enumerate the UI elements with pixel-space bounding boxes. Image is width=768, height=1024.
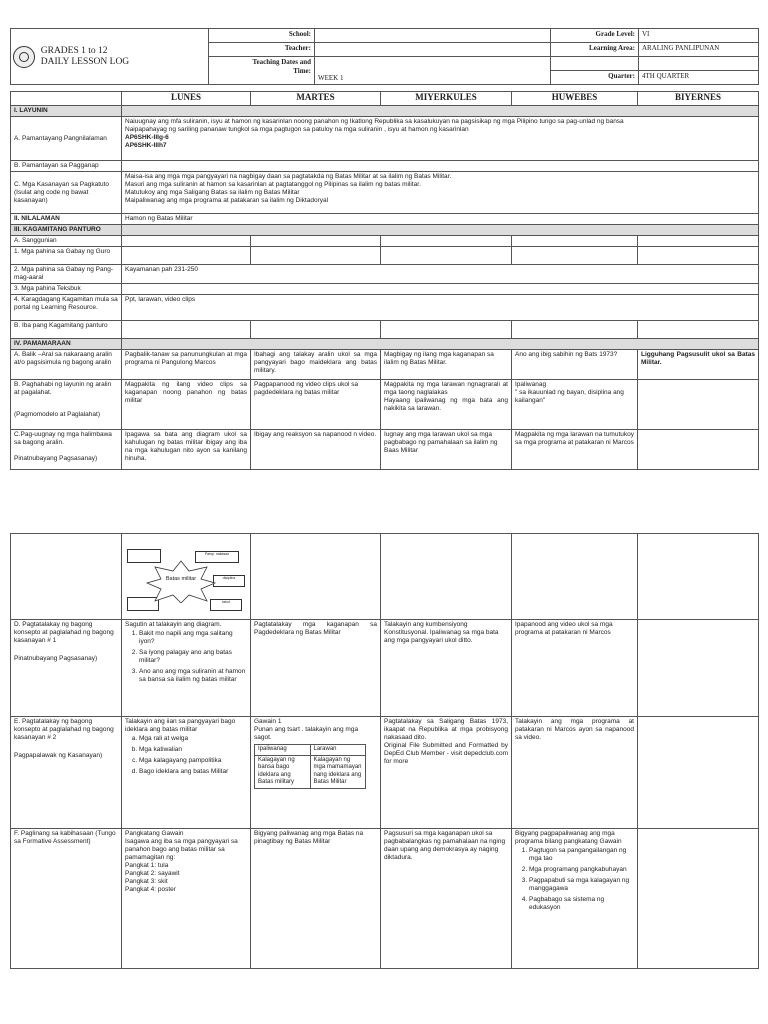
balik-aral-martes: Ibahagi ang talakay aralin ukol sa mga pangyayari bago maideklara ang batas military. (251, 350, 381, 380)
section-pamamaraan: IV. PAMAMARAAN (11, 339, 122, 350)
pag-uugnay-miyerkules: Iugnay ang mga larawan ukol sa mga pagbabago ng pamahalaan sa ilalim ng Baas Militar (381, 430, 512, 470)
row-label-paglinang: F. Paglinang sa kabihasaan (Tungo sa Formative Assessment) (11, 829, 122, 969)
batas-militar-diagram (125, 535, 247, 613)
diagram-cell (122, 534, 251, 620)
pagtatalakay-1-lunes: Sagutin at talakayin ang diagram. 1. Bakit mo napili ang mga salitang iyon? 2. Sa iyong palagay ano ang batas militar? 3. Ano ano ang mga suliranin at hamon sa bansa sa ilalim ng batas militar (122, 620, 251, 717)
event-item-3: c. Mga kalagayang pampolitika (139, 757, 247, 765)
paghahabi-biyernes (638, 380, 759, 430)
pag-uugnay-huwebes: Magpakita ng mga larawan na tumutukoy sa mga programa at patakaran ni Marcos (512, 430, 638, 470)
row-label-pag-uugnay: C.Pag-uugnay ng mga halimbawa sa bagong aralin. Pinatnubayang Pagsasanay) (11, 430, 122, 470)
row-label-pagtatalakay-1: D. Pagtatalakay ng bagong konsepto at paglalahad ng bagong kasanayan # 1 Pinatnubayang Pagsasanay) (11, 620, 122, 717)
karagdagang-kagamitan-content: Ppt, larawan, video clips (122, 295, 759, 321)
paghahabi-lunes: Magpakita ng ilang video clips sa kaganapan noong panahon ng batas militar (122, 380, 251, 430)
lesson-table-page-2 (10, 533, 759, 969)
paghahabi-martes: Pagpapanood ng video clips ukol sa pagdedeklara ng batas militar (251, 380, 381, 430)
grade-value: VI (639, 29, 759, 43)
group-1: Pangkat 1: tula (125, 862, 169, 869)
grade-label: Grade Level: (551, 29, 639, 43)
paglinang-martes: Bigyang paliwanag ang mga Batas na pinagtibay ng Batas Militar (251, 829, 381, 969)
school-value (315, 29, 551, 43)
day-header-lunes: LUNES (122, 92, 251, 106)
program-item-3: 3. Pagpapabuti sa mga kalagayan ng manggagawa (529, 877, 634, 893)
program-item-4: 4. Pagbabago sa sistema ng edukasyon (529, 896, 634, 912)
day-header-biyernes: BIYERNES (638, 92, 759, 106)
row-label-sanggunian: A. Sanggunian (11, 236, 122, 247)
row-label-gabay-guro: 1. Mga pahina sa Gabay ng Guro (11, 247, 122, 265)
chart-header-larawan: Larawan (310, 745, 366, 756)
quarter-spacer (551, 57, 639, 71)
diagram-box-disiplina: disiplina (213, 575, 245, 587)
pagtatalakay-1-miyerkules: Talakayin ang kumbensiyong Konstitusyonal. Ipaliwanag sa mga bata ang mga pangyayari ukol ditto. (381, 620, 512, 717)
chart-header-ipaliwanag: Ipaliwanag (255, 745, 311, 756)
teacher-value (315, 43, 551, 57)
gawain-1-chart (254, 744, 366, 789)
day-header-martes: MARTES (251, 92, 381, 106)
dates-value: WEEK 1 (315, 57, 551, 85)
diagram-question-3: 3. Ano ano ang mga suliranin at hamon sa bansa sa ilalim ng batas militar (139, 668, 247, 684)
nilalaman-content: Hamon ng Batas Militar (122, 214, 759, 225)
header-logo-cell (11, 29, 209, 85)
row-label-teksbuk: 3. Mga pahina Teksbuk (11, 284, 122, 295)
pagtatalakay-1-martes: Pagtatalakay mga kaganapan sa Pagdedeklara ng Batas Militar (251, 620, 381, 717)
pag-uugnay-lunes: Ipagawa sa bata ang diagram ukol sa kahulugan ng batas militar ibigay ang iba na mga kahulugan nito ayon sa kanilang hinuha. (122, 430, 251, 470)
paghahabi-miyerkules: Magpakita ng mga larawan ngnagrarali at mga taong naglalakas Hayaang ipaliwanag ng mga bata ang nakikita sa larawan. (381, 380, 512, 430)
pamantayang-pangnilalaman-content: Naiuugnay ang mfa suliranin, isyu at hamon ng kasarinlan noong panahon ng Ikatlong Republika sa kasalukuyan na pagsisikap ng mga Pilipino tungo sa pag-unlad ng bansa Naipapahayag ng sariling pananaw tungkol sa mga pagtugon sa patuloy na mga suliranin , isyu at hamon ng kasarinlan AP6SHK-IIIg-6 AP6SHK-IIIh7 (122, 117, 759, 161)
section-kagamitan: III. KAGAMITANG PANTURO (11, 225, 122, 236)
row-label-kasanayan: C. Mga Kasanayan sa Pagkatuto (Isulat ang code ng bawat kasanayan) (11, 172, 122, 214)
day-header-huwebes: HUWEBES (512, 92, 638, 106)
balik-aral-huwebes: Ano ang ibig sabihin ng Bats 1973? (512, 350, 638, 380)
event-item-2: b. Mga katiwalian (139, 746, 247, 754)
group-3: Pangkat 3: skit (125, 878, 168, 885)
diagram-question-2: 2. Sa iyong palagay ano ang batas militar? (139, 649, 247, 665)
event-item-4: d. Bago ideklara ang batas Militar (139, 768, 247, 776)
program-item-2: 2. Mga programang pangkabuhayan (529, 866, 634, 874)
area-value: ARALING PANLIPUNAN (639, 43, 759, 57)
area-label: Learning Area: (551, 43, 639, 57)
lesson-log-page-1 (10, 28, 758, 470)
quarter-value: 4TH QUARTER (639, 71, 759, 85)
pag-uugnay-biyernes (638, 430, 759, 470)
pagtatalakay-1-huwebes: Ipapanood ang video ukol sa mga programa at patakaran ni Marcos (512, 620, 638, 717)
deped-seal-icon (13, 46, 35, 68)
group-2: Pangkat 2: sayawit (125, 870, 180, 877)
event-item-1: a. Mga rali at welga (139, 735, 247, 743)
lesson-log-page-2 (10, 533, 758, 969)
document-title: GRADES 1 to 12 DAILY LESSON LOG (40, 45, 130, 67)
quarter-spacer-value (639, 57, 759, 71)
row-label-karagdagang-kagamitan: 4. Karagdagang Kagamitan mula sa portal ng Learning Resource. (11, 295, 122, 321)
row-label-pamantayang-pangnilalaman: A. Pamantayang Pangnilalaman (11, 117, 122, 161)
kasanayan-content: Maisa-isa ang mga mga pangyayari na nagbigay daan sa pagtatakda ng Batas Militar at sa ilalim ng Batas Militar. Masuri ang mga suliranin at hamon sa kasarinlan at pagtatanggol ng Pilipinas sa ilalim ng batas militar. Matutukoy ang mga Saligang Batas sa ilalim ng Batas Militar Maipaliwanag ang mga programa at patakaran sa ilalim ng Diktadoryal (122, 172, 759, 214)
balik-aral-biyernes: Ligguhang Pagsusulit ukol sa Batas Militar. (638, 350, 759, 380)
paghahabi-huwebes: Ipaliwanag " sa ikauunlad ng bayan, disiplina ang kailangan" (512, 380, 638, 430)
lesson-table-page-1 (10, 91, 759, 470)
row-label-pagtatalakay-2: E. Pagtatalakay ng bagong konsepto at paglalahad ng bagong kasanayan # 2 Pagpapalawak ng Kasanayan) (11, 717, 122, 829)
paglinang-biyernes (638, 829, 759, 969)
chart-cell-mamamayan: Kalagayan ng mga mamamayan nang ideklara ang Batas Militar (310, 755, 366, 788)
diagram-center-label: Batas militar (165, 576, 197, 582)
gabay-mag-aaral-content: Kayamanan pah 231-250 (122, 265, 759, 284)
chart-cell-bago: Kalagayan ng bansa bago ideklara ang Batas military (255, 755, 311, 788)
program-item-1: 1. Pagtugon sa pangangailangan ng mga tao (529, 847, 634, 863)
row-label-balik-aral: A. Balik –Aral sa nakaraang aralin at/o pagsisimula ng bagong aralin (11, 350, 122, 380)
paglinang-huwebes: Bigyang pagpapaliwanag ang mga programa bilang pangkatang Gawain 1. Pagtugon sa pangangailangan ng mga tao 2. Mga programang pangkabuhayan 3. Pagpapabuti sa mga kalagayan ng manggagawa 4. Pagbabago sa sistema ng edukasyon (512, 829, 638, 969)
pagtatalakay-2-martes: Gawain 1 Punan ang tsart . talakayin ang mga sagot. Ipaliwanag Larawan Kalagayan ng bansa bago ideklara ang Batas military Kalagayan ng mga mamamayan nang ideklara ang Batas Militar (251, 717, 381, 829)
diagram-box-takot: takot (210, 599, 242, 611)
day-header-miyerkules: MIYERKULES (381, 92, 512, 106)
diagram-box-pamp: Pamp. nakasan (195, 551, 239, 563)
balik-aral-miyerkules: Magbigay ng ilang mga kaganapan sa ilalim ng Batas Militar. (381, 350, 512, 380)
school-label: School: (209, 29, 315, 43)
paglinang-miyerkules: Pagsusuri sa mga kaganapan ukol sa pagbabalangkas ng pamahalaan na nging daan upang ang demokrasya ay naging diktadura. (381, 829, 512, 969)
pagtatalakay-2-biyernes (638, 717, 759, 829)
diagram-question-1: 1. Bakit mo napili ang mga salitang iyon? (139, 630, 247, 646)
pag-uugnay-martes: Ibigay ang reaksyon sa napanood n video. (251, 430, 381, 470)
row-label-paghahabi: B. Paghahabi ng layunin ng aralin at pagalahat. (Pagmomodelo at Paglalahat) (11, 380, 122, 430)
balik-aral-lunes: Pagbalik-tanaw sa panunungkulan at mga programa ni Pangulong Marcos (122, 350, 251, 380)
pagtatalakay-2-miyerkules: Pagtatalakay sa Saligang Batas 1973, ikaapat na Republika at mga probisyong nakasaad dito. Original File Submitted and Formatted by DepEd Club Member - visit depedclub.com for more (381, 717, 512, 829)
dates-label: Teaching Dates and Time: (209, 57, 315, 85)
section-layunin: I. LAYUNIN (11, 106, 122, 117)
teacher-label: Teacher: (209, 43, 315, 57)
quarter-label: Quarter: (551, 71, 639, 85)
row-label-pamantayan-sa-pagganap: B. Pamantayan sa Pagganap (11, 161, 122, 172)
row-label-gabay-mag-aaral: 2. Mga pahina sa Gabay ng Pang-mag-aaral (11, 265, 122, 284)
pagtatalakay-2-lunes: Talakayin ang iian sa pangyayari bago ideklara ang batas militar a. Mga rali at welga b. Mga katiwalian c. Mga kalagayang pampolitika d. Bago ideklara ang batas Militar (122, 717, 251, 829)
group-4: Pangkat 4: poster (125, 886, 176, 893)
corner-cell (11, 92, 122, 106)
pagtatalakay-1-biyernes (638, 620, 759, 717)
section-nilalaman: II. NILALAMAN (11, 214, 122, 225)
pagtatalakay-2-huwebes: Talakayin ang mga programa at patakaran ni Marcos ayon sa napanood sa video. (512, 717, 638, 829)
header-table (10, 28, 759, 85)
row-label-iba-pang-kagamitan: B. Iba pang Kagamitang panturo (11, 321, 122, 339)
paglinang-lunes: Pangkatang Gawain Isagawa ang iba sa mga pangyayari sa panahon bago ang batas militar sa pamamagitan ng: Pangkat 1: tula Pangkat 2: sayawit Pangkat 3: skit Pangkat 4: poster (122, 829, 251, 969)
